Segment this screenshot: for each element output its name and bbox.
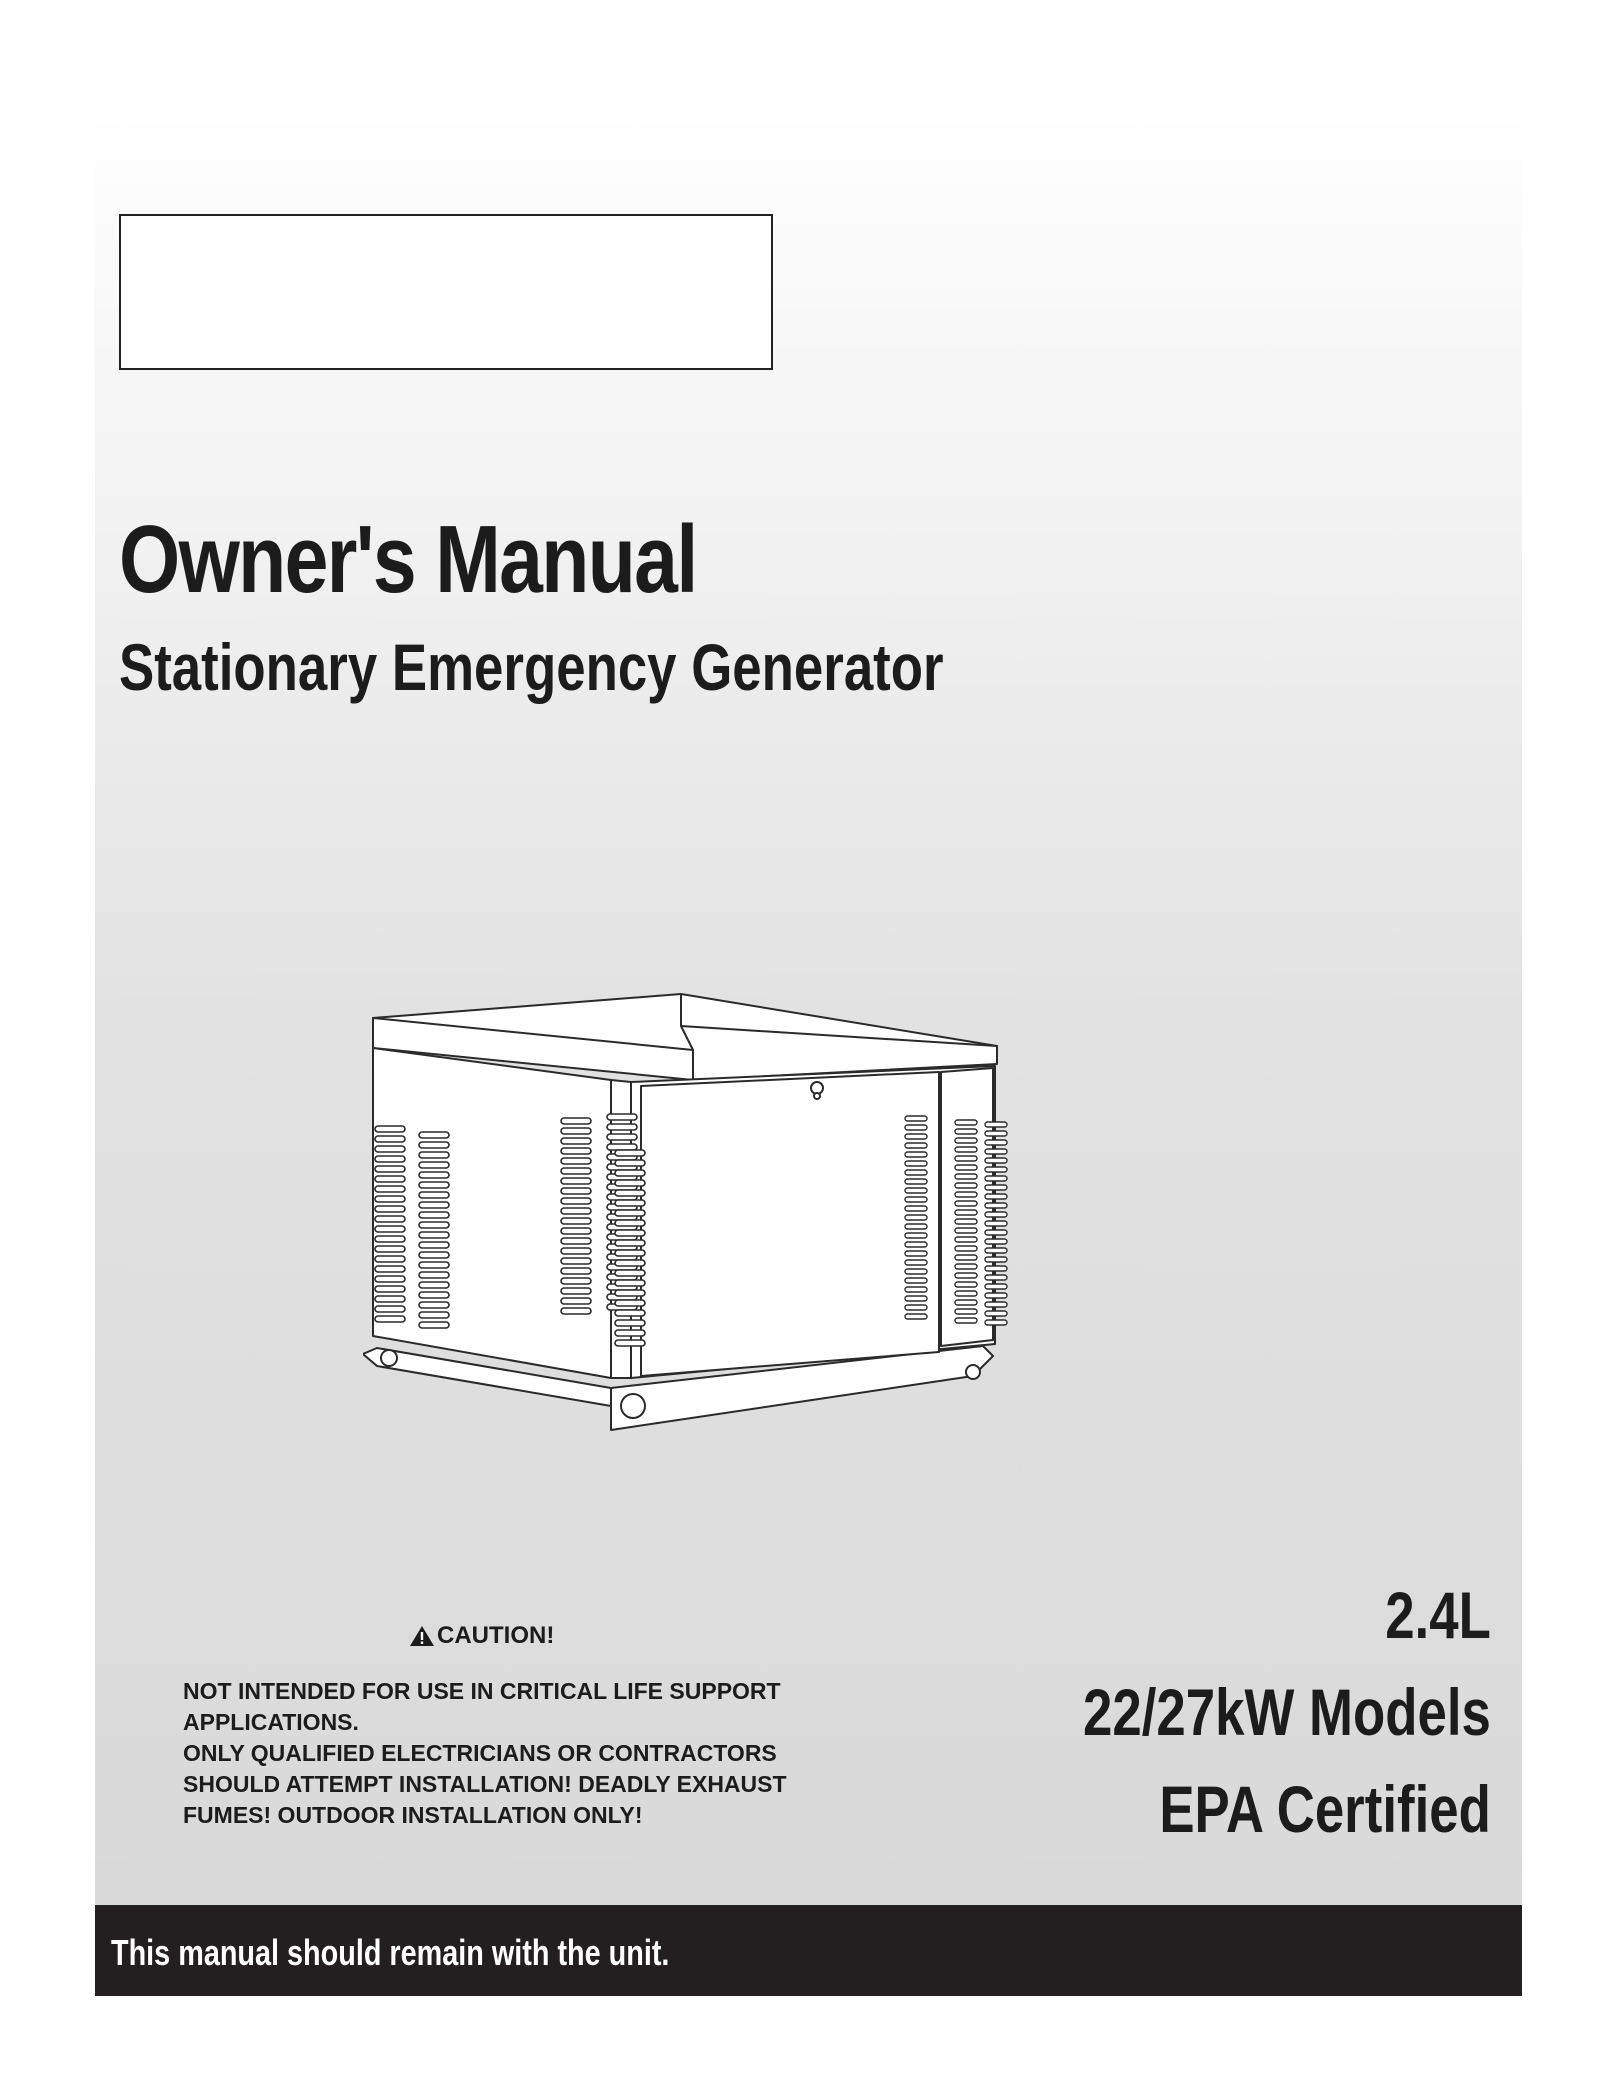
model-number-box [119, 214, 773, 370]
footer-notice: This manual should remain with the unit. [111, 1932, 670, 1973]
certification: EPA Certified [1159, 1772, 1491, 1846]
caution-line: APPLICATIONS. [183, 1709, 359, 1735]
caution-line: FUMES! OUTDOOR INSTALLATION ONLY! [183, 1802, 643, 1828]
engine-size: 2.4L [1385, 1578, 1491, 1652]
caution-heading [409, 1622, 554, 1650]
footer-bar [95, 1905, 1522, 1996]
generator-illustration [363, 878, 1309, 1468]
page-subtitle: Stationary Emergency Generator [119, 630, 944, 704]
page-title: Owner's Manual [119, 506, 697, 613]
caution-line: NOT INTENDED FOR USE IN CRITICAL LIFE SUPPORT [183, 1678, 781, 1704]
caution-text [183, 1676, 903, 1831]
warning-triangle-icon [409, 1625, 435, 1647]
caution-line: ONLY QUALIFIED ELECTRICIANS OR CONTRACTORS [183, 1740, 777, 1766]
model-specs [981, 1578, 1491, 1873]
model-range: 22/27kW Models [1083, 1675, 1491, 1749]
manual-cover [95, 112, 1522, 1996]
caution-label: CAUTION! [437, 1622, 555, 1649]
caution-line: SHOULD ATTEMPT INSTALLATION! DEADLY EXHAUST [183, 1771, 787, 1797]
